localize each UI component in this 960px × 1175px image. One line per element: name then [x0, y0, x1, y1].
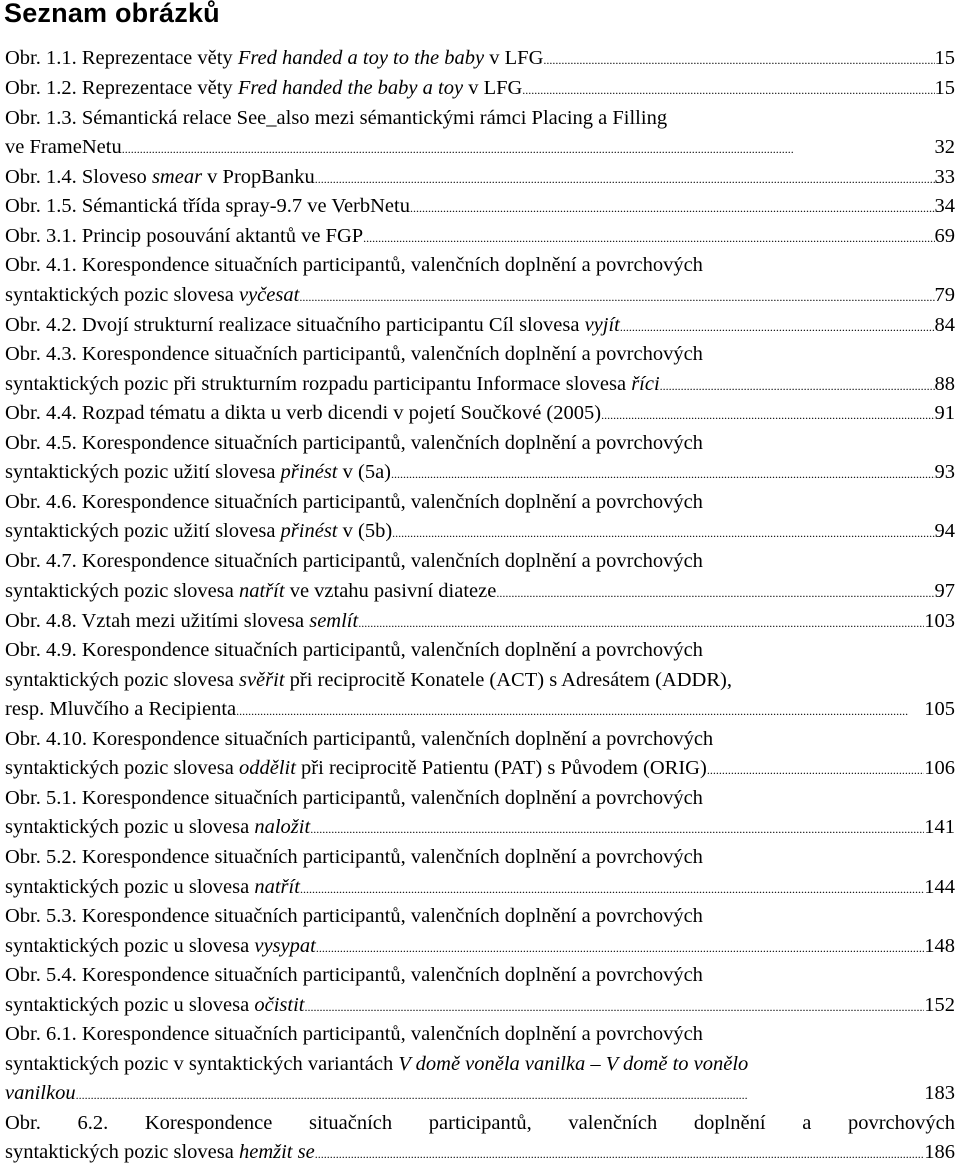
figure-caption-text	[5, 489, 703, 515]
caption-word: povrchových	[847, 1112, 955, 1134]
caption-segment: ve FrameNetu	[5, 136, 122, 158]
figure-caption-text	[5, 637, 703, 663]
caption-segment: Obr. 4.2. Dvojí strukturní realizace situačního participantu Cíl slovesa	[5, 314, 585, 336]
toc-line	[5, 134, 955, 160]
leader-dots	[236, 696, 924, 722]
caption-italic-segment: oddělit	[238, 757, 296, 779]
caption-italic-segment: V domě voněla vanilka – V domě to vonělo	[398, 1053, 749, 1075]
page-number: 32	[934, 136, 955, 158]
toc-line	[5, 667, 955, 693]
figure-caption-text	[5, 1051, 748, 1077]
leader-dots	[76, 1080, 925, 1106]
caption-segment: v (5b)	[337, 520, 393, 542]
leader-dots	[315, 1139, 925, 1165]
page-number: 103	[924, 610, 955, 632]
caption-segment: při reciprocitě Patientu (PAT) s Původem (ORIG)	[295, 757, 707, 779]
page-number: 97	[934, 580, 955, 602]
toc-line	[5, 518, 955, 544]
caption-segment: syntaktických pozic u slovesa	[5, 994, 255, 1016]
figure-caption-text	[5, 459, 391, 485]
leader-dots	[660, 371, 935, 397]
toc-line	[5, 578, 955, 604]
caption-segment: syntaktických pozic slovesa	[5, 757, 239, 779]
toc-line	[5, 637, 955, 663]
toc-line	[5, 992, 955, 1018]
figure-caption-text	[5, 252, 703, 278]
figure-caption-text	[5, 548, 703, 574]
toc-line	[5, 75, 955, 101]
figure-caption-text	[5, 667, 732, 693]
page-number: 94	[934, 520, 955, 542]
page-number: 34	[934, 195, 955, 217]
figure-caption-text	[5, 755, 707, 781]
toc-line	[5, 874, 955, 900]
page-number: 186	[924, 1141, 955, 1163]
toc-line	[5, 1080, 955, 1106]
caption-segment: Obr. 5.1. Korespondence situačních participantů, valenčních doplnění a povrchových	[5, 787, 703, 809]
caption-segment: Obr. 1.3. Sémantická relace See_also mezi sémantickými rámci Placing a Filling	[5, 107, 668, 129]
caption-segment: syntaktických pozic slovesa	[5, 580, 239, 602]
page-number: 148	[924, 935, 955, 957]
figure-caption-text	[5, 430, 703, 456]
leader-dots	[363, 223, 934, 249]
caption-segment: syntaktických pozic slovesa	[5, 1141, 239, 1163]
page-number: 15	[934, 47, 955, 69]
caption-segment: syntaktických pozic slovesa	[5, 284, 239, 306]
figure-caption-text	[5, 193, 410, 219]
caption-italic-segment: přinést	[280, 461, 338, 483]
caption-segment: syntaktických pozic slovesa	[5, 669, 239, 691]
leader-dots	[496, 578, 934, 604]
caption-italic-segment: semlít	[309, 610, 359, 632]
page-number: 141	[924, 816, 955, 838]
caption-segment: Obr. 6.1. Korespondence situačních participantů, valenčních doplnění a povrchových	[5, 1023, 703, 1045]
toc-line	[5, 548, 955, 574]
caption-segment: v LFG	[484, 47, 544, 69]
caption-italic-segment: naložit	[254, 816, 311, 838]
page-number: 88	[934, 373, 955, 395]
toc-line	[5, 489, 955, 515]
leader-dots	[315, 164, 935, 190]
caption-segment: syntaktických pozic při strukturním rozpadu participantu Informace slovesa	[5, 373, 632, 395]
toc-line	[5, 312, 955, 338]
caption-italic-segment: vyjít	[584, 314, 620, 336]
leader-dots	[392, 518, 934, 544]
caption-word: 6.2.	[77, 1112, 109, 1134]
toc-line	[5, 459, 955, 485]
caption-segment: Obr. 1.1. Reprezentace věty	[5, 47, 238, 69]
caption-word: participantů,	[428, 1112, 532, 1134]
leader-dots	[391, 459, 934, 485]
caption-word: doplnění	[693, 1112, 766, 1134]
caption-italic-segment: vyčesat	[238, 284, 300, 306]
caption-segment: syntaktických pozic užití slovesa	[5, 520, 281, 542]
leader-dots	[543, 45, 934, 71]
figure-caption-text	[5, 134, 122, 160]
figure-caption-text	[5, 75, 522, 101]
page-number: 152	[924, 994, 955, 1016]
toc-line	[5, 933, 955, 959]
caption-italic-segment: říci	[631, 373, 660, 395]
caption-segment: Obr. 1.5. Sémantická třída spray-9.7 ve VerbNetu	[5, 195, 410, 217]
figure-caption-text	[5, 371, 660, 397]
caption-segment: Obr. 4.5. Korespondence situačních participantů, valenčních doplnění a povrchových	[5, 432, 703, 454]
figure-caption-text	[5, 962, 703, 988]
figure-caption-text	[5, 578, 496, 604]
caption-italic-segment: natřít	[254, 876, 300, 898]
toc-line	[5, 1051, 955, 1077]
figure-caption-text	[5, 608, 358, 634]
caption-segment: Obr. 4.8. Vztah mezi užitími slovesa	[5, 610, 310, 632]
toc-line	[5, 193, 955, 219]
toc-line	[5, 903, 955, 929]
toc-line	[5, 726, 955, 752]
toc-line	[5, 252, 955, 278]
toc-line	[5, 608, 955, 634]
toc-line	[5, 844, 955, 870]
figure-caption-text	[5, 1139, 315, 1165]
leader-dots	[410, 193, 935, 219]
leader-dots	[299, 282, 934, 308]
leader-dots	[122, 134, 935, 160]
page-number: 183	[924, 1082, 955, 1104]
page-number: 33	[934, 166, 955, 188]
caption-segment: Obr. 4.9. Korespondence situačních participantů, valenčních doplnění a povrchových	[5, 639, 703, 661]
leader-dots	[358, 608, 924, 634]
toc-line	[5, 1021, 955, 1047]
figure-caption-text	[5, 282, 299, 308]
caption-segment: Obr. 5.2. Korespondence situačních participantů, valenčních doplnění a povrchových	[5, 846, 703, 868]
figure-caption-text	[5, 726, 713, 752]
caption-word: Korespondence	[144, 1112, 273, 1134]
toc-line	[5, 282, 955, 308]
caption-segment: Obr. 4.6. Korespondence situačních participantů, valenčních doplnění a povrchových	[5, 491, 703, 513]
caption-segment: v LFG	[463, 77, 523, 99]
leader-dots	[707, 755, 924, 781]
caption-segment: ve vztahu pasivní diateze	[284, 580, 497, 602]
figure-caption-text	[5, 874, 300, 900]
caption-italic-segment: vysypat	[254, 935, 316, 957]
caption-italic-segment: Fred handed a toy to the baby	[237, 47, 485, 69]
page-number: 79	[934, 284, 955, 306]
caption-italic-segment: smear	[151, 166, 203, 188]
caption-segment: Obr. 3.1. Princip posouvání aktantů ve FGP	[5, 225, 364, 247]
caption-italic-segment: Fred handed the baby a toy	[237, 77, 464, 99]
figure-caption-text	[5, 933, 316, 959]
toc-line	[5, 962, 955, 988]
leader-dots	[316, 933, 924, 959]
toc-line	[5, 105, 955, 131]
caption-segment: v PropBanku	[202, 166, 315, 188]
caption-segment: syntaktických pozic u slovesa	[5, 876, 255, 898]
caption-segment: resp. Mluvčího a Recipienta	[5, 698, 237, 720]
figure-caption-text	[5, 164, 315, 190]
page-number: 84	[934, 314, 955, 336]
figure-caption-text	[5, 992, 304, 1018]
caption-segment: Obr. 4.4. Rozpad tématu a dikta u verb dicendi v pojetí Součkové (2005)	[5, 402, 602, 424]
toc-line	[5, 223, 955, 249]
toc-line	[5, 430, 955, 456]
caption-segment: syntaktických pozic užití slovesa	[5, 461, 281, 483]
page-number: 144	[924, 876, 955, 898]
caption-segment: v (5a)	[337, 461, 392, 483]
toc-line	[5, 341, 955, 367]
toc-line	[5, 755, 955, 781]
caption-segment: syntaktických pozic v syntaktických variantách	[5, 1053, 399, 1075]
toc-line	[5, 814, 955, 840]
caption-segment: syntaktických pozic u slovesa	[5, 816, 255, 838]
figure-caption-text	[5, 400, 601, 426]
caption-italic-segment: přinést	[280, 520, 338, 542]
leader-dots	[310, 814, 924, 840]
leader-dots	[522, 75, 934, 101]
caption-italic-segment: svěřit	[238, 669, 285, 691]
figure-caption-text	[5, 223, 363, 249]
figure-caption-text	[5, 341, 703, 367]
figure-caption-text	[5, 45, 543, 71]
page-number: 69	[934, 225, 955, 247]
toc-line	[5, 785, 955, 811]
caption-segment: Obr. 4.3. Korespondence situačních participantů, valenčních doplnění a povrchových	[5, 343, 703, 365]
toc-line	[5, 371, 955, 397]
toc-line	[5, 400, 955, 426]
figure-caption-text	[5, 518, 392, 544]
page-number: 105	[924, 698, 955, 720]
caption-segment: Obr. 4.1. Korespondence situačních participantů, valenčních doplnění a povrchových	[5, 254, 703, 276]
figure-caption-text	[5, 785, 703, 811]
leader-dots	[601, 400, 934, 426]
caption-segment: Obr. 5.4. Korespondence situačních participantů, valenčních doplnění a povrchových	[5, 964, 703, 986]
page-number: 91	[934, 402, 955, 424]
caption-segment: Obr. 4.10. Korespondence situačních participantů, valenčních doplnění a povrchových	[5, 728, 714, 750]
caption-segment: Obr. 1.2. Reprezentace věty	[5, 77, 238, 99]
figure-caption-text	[5, 844, 703, 870]
toc-line	[5, 1110, 955, 1136]
caption-italic-segment: očistit	[254, 994, 305, 1016]
figure-caption-text	[5, 814, 310, 840]
figure-caption-text	[5, 312, 620, 338]
caption-segment: Obr. 4.7. Korespondence situačních participantů, valenčních doplnění a povrchových	[5, 550, 703, 572]
page-number: 93	[934, 461, 955, 483]
leader-dots	[300, 874, 924, 900]
caption-italic-segment: vanilkou	[5, 1082, 76, 1104]
toc-line	[5, 1139, 955, 1165]
page-number: 106	[924, 757, 955, 779]
figure-caption-text	[5, 1080, 76, 1106]
caption-italic-segment: hemžit se	[238, 1141, 315, 1163]
leader-dots	[304, 992, 924, 1018]
figure-caption-text	[5, 903, 703, 929]
toc-line	[5, 696, 955, 722]
caption-word: Obr.	[5, 1112, 41, 1134]
page-title: Seznam obrázků	[4, 0, 220, 28]
leader-dots	[620, 312, 935, 338]
caption-word: a	[802, 1112, 812, 1134]
toc-line	[5, 45, 955, 71]
caption-segment: Obr. 5.3. Korespondence situačních participantů, valenčních doplnění a povrchových	[5, 905, 703, 927]
toc-line	[5, 164, 955, 190]
page-number: 15	[934, 77, 955, 99]
figure-caption-text	[5, 1021, 703, 1047]
caption-segment: syntaktických pozic u slovesa	[5, 935, 255, 957]
caption-italic-segment: natřít	[238, 580, 285, 602]
caption-segment: při reciprocitě Konatele (ACT) s Adresátem (ADDR),	[284, 669, 732, 691]
caption-segment: Obr. 1.4. Sloveso	[5, 166, 152, 188]
figure-caption-text	[5, 105, 667, 131]
caption-word: valenčních	[568, 1112, 658, 1134]
caption-word: situačních	[309, 1112, 393, 1134]
figure-caption-text	[5, 696, 236, 722]
